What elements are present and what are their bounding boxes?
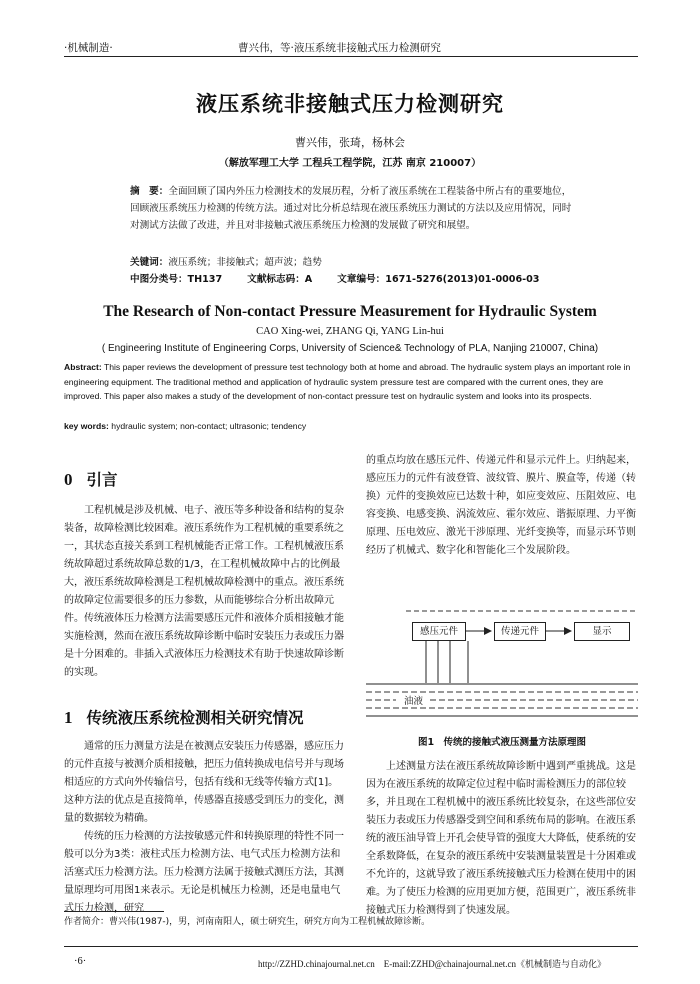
abstract-cn-text: 全面回顾了国内外压力检测技术的发展历程，分析了液压系统在工程装备中所占有的重要地位，回顾液压系统压力检测的传统方法。通过对比分析总结现在液压系统压力测试的方法以及应用情况，同时对测试方法做了改进，并且对非接触式液压系统压力检测的发展做了研究和展望。 (130, 186, 572, 231)
abstract-en-text: This paper reviews the development of pressure test technology both at home and abroad. The hydraulic system plays an important role in engineering equipment. The traditional method and application of hydraulic system pressure test are compared with the current ones, they are improved. This paper also makes a study of the development of non-contact pressure test on hydraulic system and looks into its prospects. (64, 362, 631, 401)
section-0-title: 引言 (86, 471, 118, 489)
authors-en: CAO Xing-wei, ZHANG Qi, YANG Lin-hui (256, 326, 444, 337)
figure-1-caption: 图1 传统的接触式液压测量方法原理图 (417, 737, 587, 748)
keywords-en (64, 419, 638, 434)
right-column-top (366, 452, 638, 560)
keywords-cn-text: 液压系统；非接触式；超声波；趋势 (168, 257, 322, 268)
display-box: 显示 (574, 622, 630, 641)
section-1-title: 传统液压系统检测相关研究情况 (86, 709, 304, 727)
classification-line (130, 271, 576, 288)
affiliation-cn: （解放军理工大学 工程兵工程学院，江苏 南京 210007） (218, 158, 482, 169)
right-paragraph-challenges: 上述测量方法在液压系统故障诊断中遇到严重挑战。这是因为在液压系统的故障定位过程中临时需检测压力的部位较多，并且现在工程机械中的液压系统比较复杂，在这些部位安装压力表或压力传感器受到空间和系统布局的影响。在液压系统的液压油导管上开孔会使导管的强度大大降低，使系统的安全系数降低，在复杂的液压系统中安装测量装置是十分困难或不允许的，这就导致了液压系统接触式压力检测在使用中的困难。为了使压力检测的应用更加方便，范围更广，液压系统非接触式压力检测得到了快速发展。 (366, 761, 636, 916)
section-1-paragraph-2: 传统的压力检测的方法按敏感元件和转换原理的特性不同一般可以分为3类：液柱式压力检测方法、电气式压力检测方法和活塞式压力检测方法。压力检测方法属于接触式测压方法，其测量原理均可用图1来表示。无论是机械压力检测，还是电量电气式压力检测，研究 (64, 831, 344, 914)
sensing-element-box: 感压元件 (412, 622, 466, 641)
footer-rule (64, 946, 638, 947)
authors-cn: 曹兴伟，张琦，杨林会 (295, 136, 405, 149)
figure-1 (366, 596, 638, 724)
right-paragraph-continuation: 的重点均放在感压元件、传递元件和显示元件上。归纳起来，感应压力的元件有波登管、波纹管、膜片、膜盒等，传递（转换）元件的变换效应已达数十种，如应变效应、压阻效应、电容变换、电感变换、涡流效应、霍尔效应、谐振原理、力平衡原理、压电效应、激光干涉原理、光纤变换等，而显示环节则经历了机械式、数字化和智能化三个发展阶段。 (366, 455, 636, 556)
section-1-heading (64, 706, 304, 728)
page-title: 液压系统非接触式压力检测研究 (196, 92, 504, 116)
keywords-cn (130, 254, 576, 271)
section-1-number: 1 (64, 708, 73, 727)
affiliation-en: ( Engineering Institute of Engineering Corps, University of Science& Technology of PLA, Nanjing 210007, China) (101, 343, 599, 354)
section-1-body (64, 738, 344, 918)
footnote-rule (64, 911, 164, 912)
right-column-bottom (366, 758, 638, 920)
footer-contact: http://ZZHD.chinajournal.net.cn E-mail:ZZHD@chainajournal.net.cn《机械制造与自动化》 (258, 959, 606, 969)
article-number: 文章编号：1671-5276(2013)01-0006-03 (337, 274, 540, 285)
section-0-number: 0 (64, 470, 73, 489)
transfer-element-box: 传递元件 (494, 622, 546, 641)
keywords-en-label: key words: (64, 421, 109, 431)
header-rule (64, 56, 638, 57)
abstract-en (64, 360, 638, 404)
running-header: 曹兴伟，等·液压系统非接触式压力检测研究 (238, 42, 441, 54)
section-1-paragraph-1: 通常的压力测量方法是在被测点安装压力传感器，感应压力的元件直接与被测介质相接触，把压力值转换成电信号并与现场相适应的方式向外传输信号，包括有线和无线等传输方式[1]。这种方法的优点是直接简单，传感器直接感受到压力的变化，测量的数据较为精确。 (64, 741, 344, 824)
document-code: 文献标志码：A (247, 274, 313, 285)
author-footnote: 作者简介：曹兴伟(1987-)，男，河南南阳人，硕士研究生，研究方向为工程机械故障诊断。 (64, 917, 431, 927)
keywords-cn-label: 关键词： (130, 257, 169, 268)
abstract-cn-label: 摘 要： (130, 186, 169, 197)
fluid-label: 油液 (402, 693, 425, 707)
clc-number: 中图分类号：TH137 (130, 274, 223, 285)
abstract-en-label: Abstract: (64, 362, 102, 372)
keywords-en-text: hydraulic system; non-contact; ultrasonic; tendency (108, 421, 307, 431)
section-0-heading (64, 468, 118, 490)
page-number: ·6· (74, 956, 87, 967)
title-en: The Research of Non-contact Pressure Measurement for Hydraulic System (103, 303, 597, 320)
section-0-paragraph: 工程机械是涉及机械、电子、液压等多种设备和结构的复杂装备，故障检测比较困难。液压系统作为工程机械的重要系统之一，其状态直接关系到工程机械能否正常工作。工程机械液压系统故障超过系统故障总数的1/3，在工程机械故障中占的比例最大，液压系统故障检测是工程机械故障检测中的重点。液压系统的故障定位需要很多的压力参数，从而能够综合分析出故障元件。传统液体压力检测方法需要感压元件和液体介质相接触才能实施检测，然而在液压系统故障诊断中临时安装压力表或压力器是十分困难的。非插入式液体压力检测技术有助于快速故障诊断的实现。 (64, 505, 344, 678)
section-0-body (64, 502, 344, 682)
abstract-cn (130, 183, 576, 234)
journal-section-label: ·机械制造· (64, 42, 113, 54)
